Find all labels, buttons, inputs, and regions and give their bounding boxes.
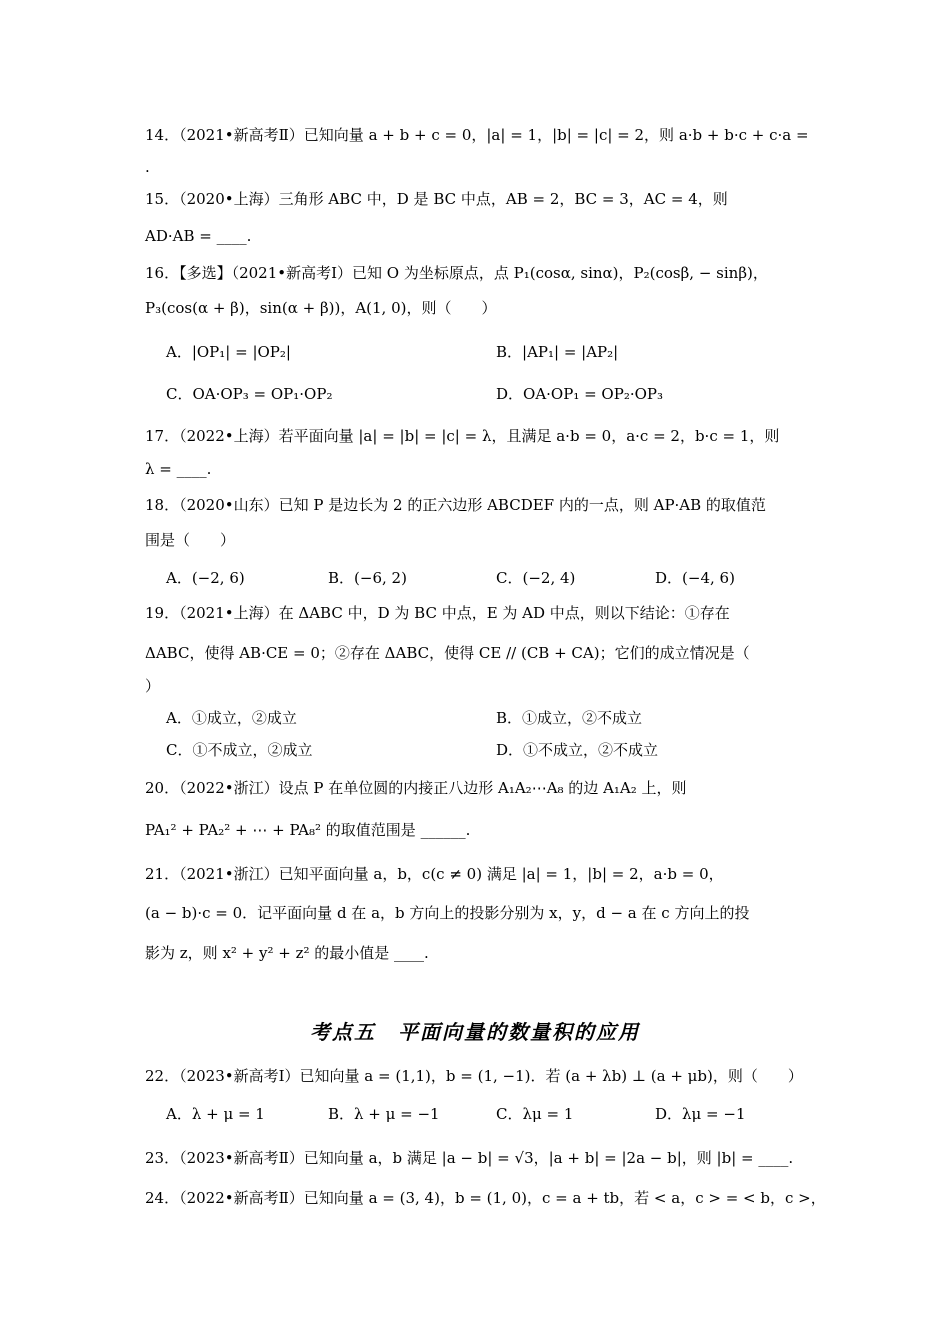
problem-16-option-b: B．|AP₁| = |AP₂| bbox=[496, 343, 619, 361]
problem-19-line-1: 19．（2021•上海）在 ΔABC 中，D 为 BC 中点，E 为 AD 中点，则以下结论：①存在 bbox=[145, 604, 730, 622]
problem-21-line-2: (a − b)·c = 0．记平面向量 d 在 a，b 方向上的投影分别为 x，y，d − a 在 c 方向上的投 bbox=[145, 904, 750, 922]
problem-16-option-c: C．OA·OP₃ = OP₁·OP₂ bbox=[166, 385, 333, 403]
problem-22-option-c: C．λμ = 1 bbox=[496, 1105, 574, 1123]
problem-22-option-a: A．λ + μ = 1 bbox=[166, 1105, 265, 1123]
problem-21-line-3: 影为 z，则 x² + y² + z² 的最小值是 ____. bbox=[145, 944, 429, 962]
problem-21-line-1: 21．（2021•浙江）已知平面向量 a，b，c(c ≠ 0) 满足 |a| = 1，|b| = 2，a·b = 0， bbox=[145, 865, 724, 883]
problem-19-line-3: ） bbox=[145, 677, 161, 695]
problem-14-line-1: 14．（2021•新高考Ⅱ）已知向量 a + b + c = 0，|a| = 1，|b| = |c| = 2，则 a·b + b·c + c·a = bbox=[145, 126, 809, 144]
problem-14-line-2: . bbox=[145, 158, 150, 176]
problem-18-option-c: C．(−2, 4) bbox=[496, 569, 576, 587]
problem-24-line-1: 24．（2022•新高考Ⅱ）已知向量 a = (3, 4)，b = (1, 0)，c = a + tb，若 < a，c > = < b，c >， bbox=[145, 1189, 826, 1207]
problem-19-option-c: C．①不成立，②成立 bbox=[166, 741, 313, 759]
problem-19-option-d: D．①不成立，②不成立 bbox=[496, 741, 659, 759]
problem-16-line-1: 16．【多选】（2021•新高考Ⅰ）已知 O 为坐标原点，点 P₁(cosα, sinα)，P₂(cosβ, − sinβ)， bbox=[145, 264, 768, 282]
problem-19-option-b: B．①成立，②不成立 bbox=[496, 709, 643, 727]
problem-18-line-1: 18．（2020•山东）已知 P 是边长为 2 的正六边形 ABCDEF 内的一点，则 AP·AB 的取值范 bbox=[145, 496, 766, 514]
problem-19-option-a: A．①成立，②成立 bbox=[166, 709, 297, 727]
problem-22-option-b: B．λ + μ = −1 bbox=[328, 1105, 440, 1123]
problem-20-line-2: PA₁² + PA₂² + ⋯ + PA₈² 的取值范围是 ______. bbox=[145, 821, 471, 839]
problem-18-option-d: D．(−4, 6) bbox=[655, 569, 735, 587]
problem-16-option-d: D．OA·OP₁ = OP₂·OP₃ bbox=[496, 385, 664, 403]
problem-18-line-2: 围是（ ） bbox=[145, 531, 236, 549]
problem-20-line-1: 20．（2022•浙江）设点 P 在单位圆的内接正八边形 A₁A₂⋯A₈ 的边 A₁A₂ 上，则 bbox=[145, 779, 687, 797]
problem-18-option-b: B．(−6, 2) bbox=[328, 569, 407, 587]
problem-16-option-a: A．|OP₁| = |OP₂| bbox=[166, 343, 291, 361]
problem-22-line-1: 22．（2023•新高考Ⅰ）已知向量 a = (1,1)，b = (1, −1)．若 (a + λb) ⊥ (a + μb)，则（ ） bbox=[145, 1067, 803, 1085]
problem-22-option-d: D．λμ = −1 bbox=[655, 1105, 746, 1123]
problem-18-option-a: A．(−2, 6) bbox=[166, 569, 245, 587]
problem-15-line-1: 15．（2020•上海）三角形 ABC 中，D 是 BC 中点，AB = 2，BC = 3，AC = 4，则 bbox=[145, 190, 728, 208]
problem-19-line-2: ΔABC，使得 AB·CE = 0；②存在 ΔABC，使得 CE // (CB + CA)；它们的成立情况是（ bbox=[145, 644, 750, 662]
problem-15-line-2: AD·AB = ____. bbox=[145, 227, 252, 245]
problem-16-line-2: P₃(cos(α + β)，sin(α + β))，A(1, 0)，则（ ） bbox=[145, 299, 497, 317]
problem-17-line-1: 17．（2022•上海）若平面向量 |a| = |b| = |c| = λ，且满足 a·b = 0，a·c = 2，b·c = 1，则 bbox=[145, 427, 780, 445]
problem-23-line-1: 23．（2023•新高考Ⅱ）已知向量 a，b 满足 |a − b| = √3，|a + b| = |2a − b|，则 |b| = ____. bbox=[145, 1149, 794, 1167]
problem-17-line-2: λ = ____. bbox=[145, 460, 212, 478]
section-title: 考点五 平面向量的数量积的应用 bbox=[310, 1020, 640, 1044]
